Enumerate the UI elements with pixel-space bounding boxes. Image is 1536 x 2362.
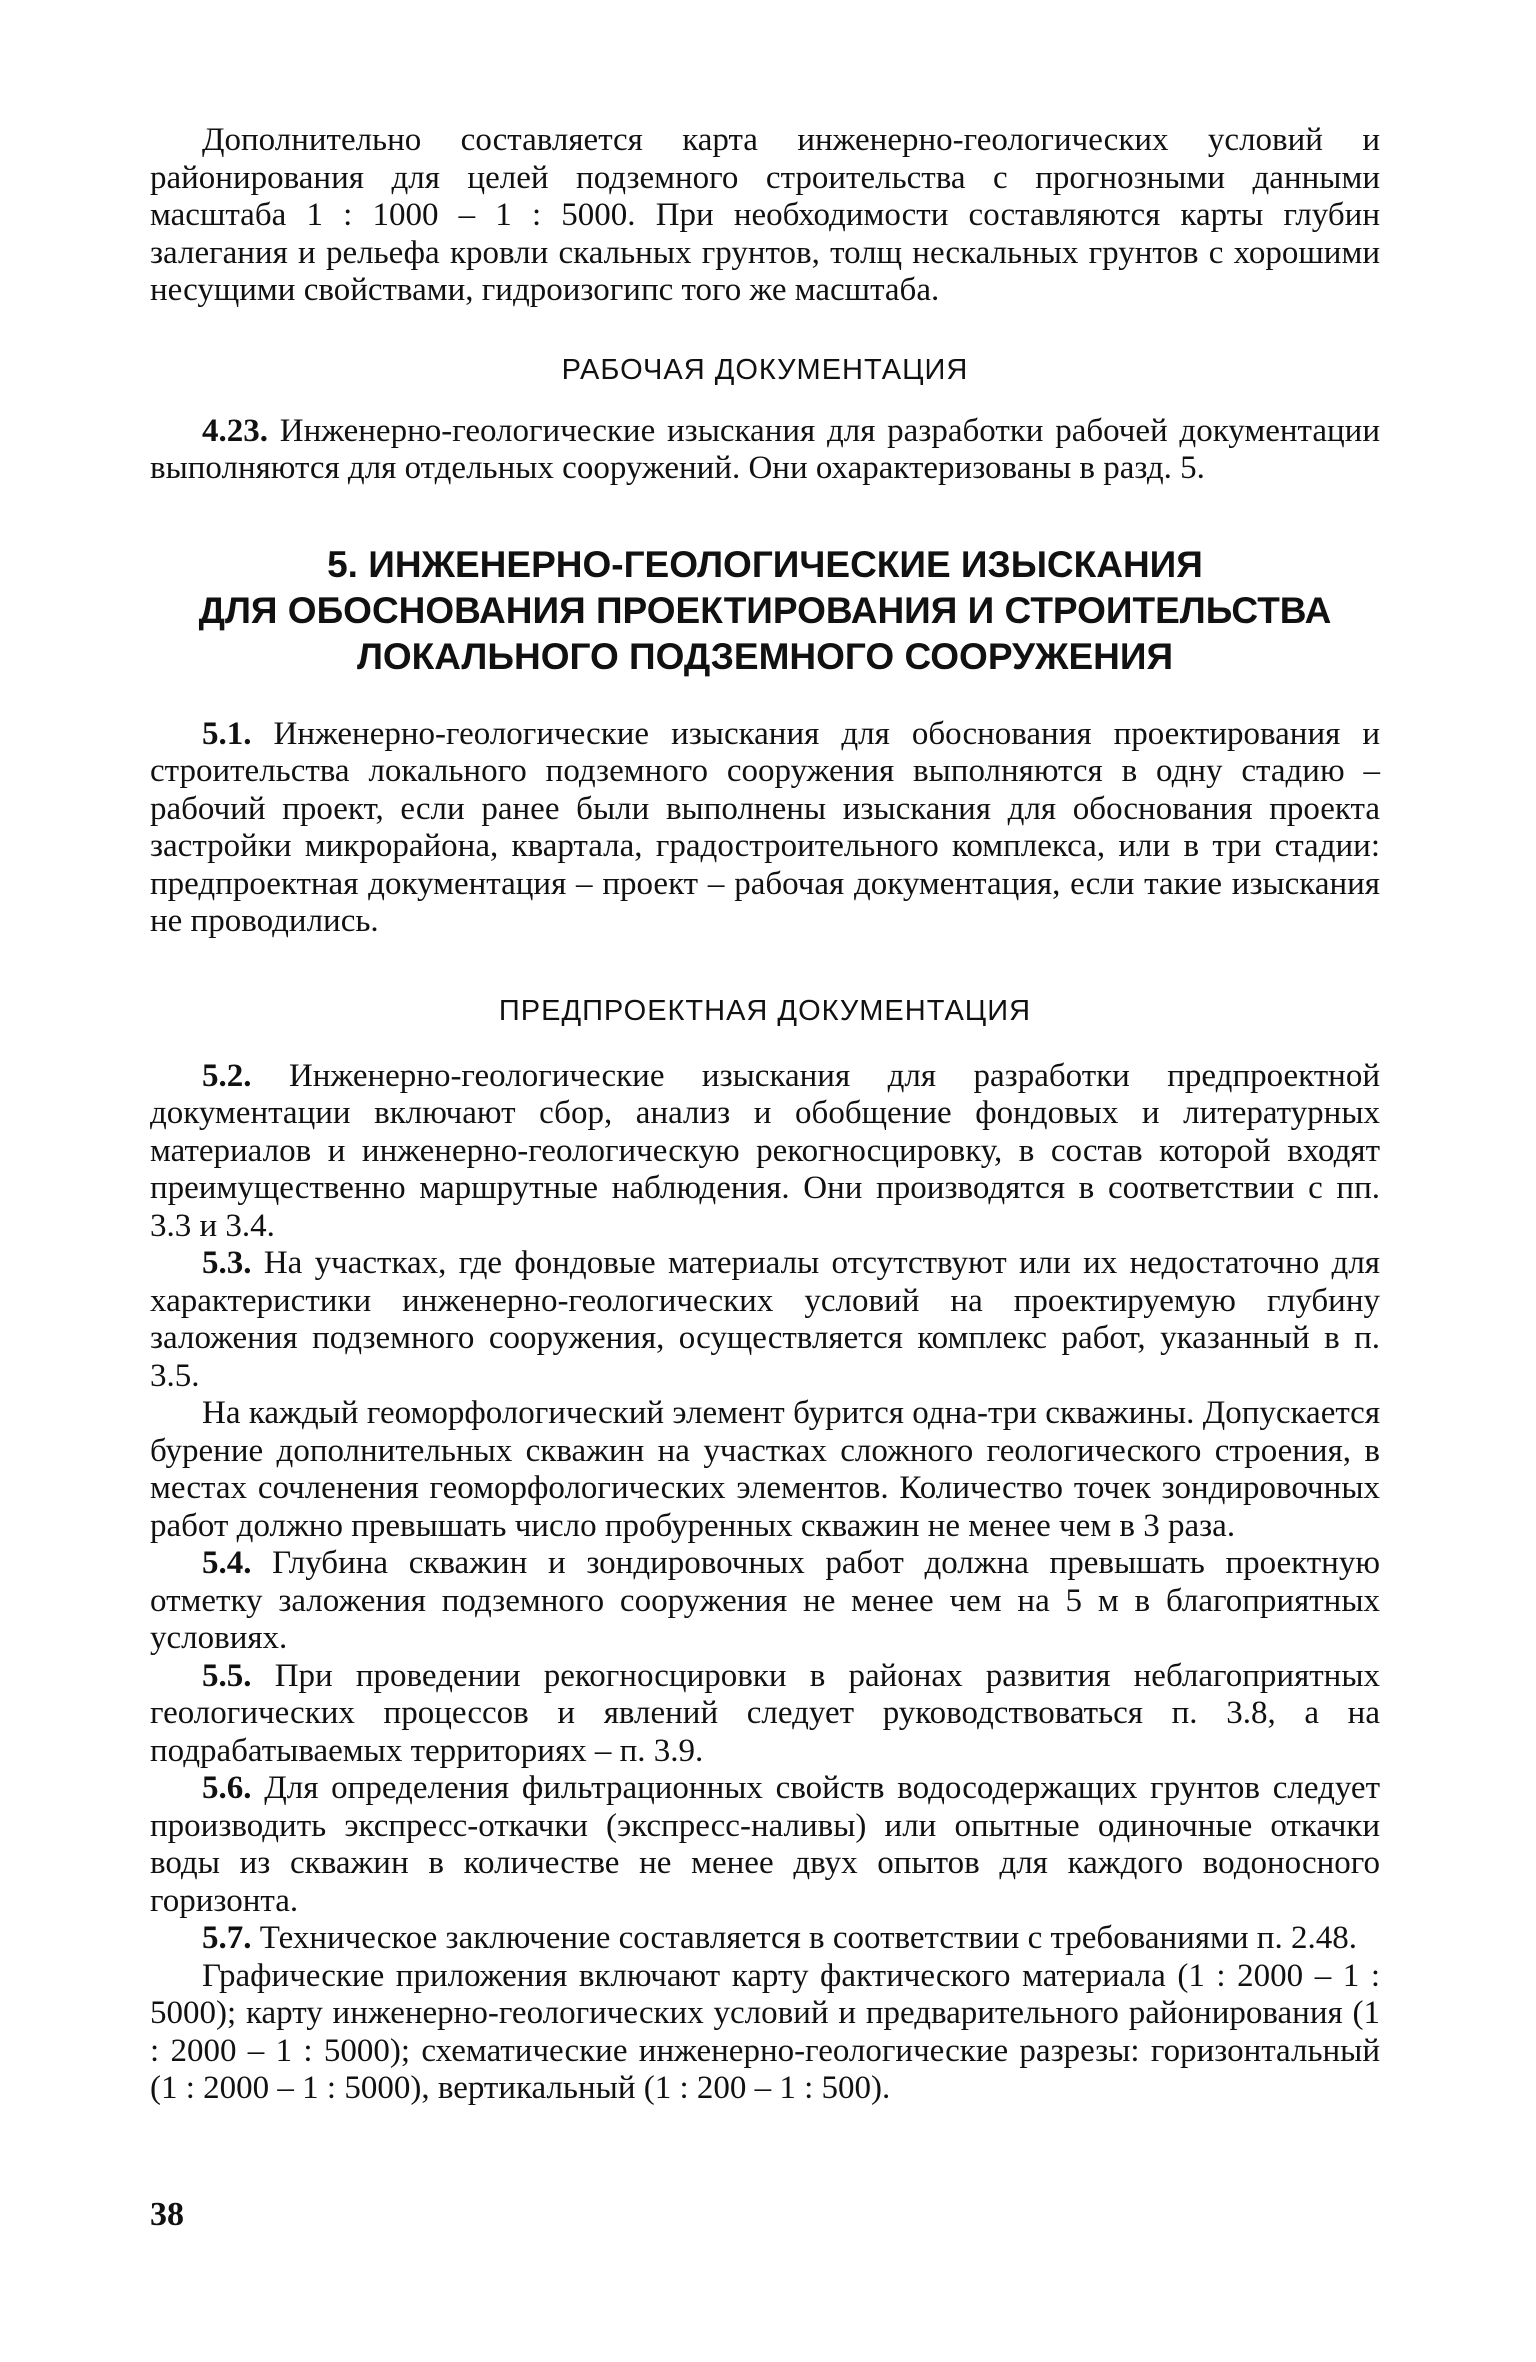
paragraph-5-3-continued: На каждый геоморфологический элемент бурится одна-три скважины. Допускается бурение дополнительных скважин на участках сложного геологического строения, в местах сочленения геоморфологических элементов. Количество точек зондировочных работ должно превышать число пробуренных скважин не менее чем в 3 раза. — [150, 1395, 1380, 1544]
heading-preproject-documentation: ПРЕДПРОЕКТНАЯ ДОКУМЕНТАЦИЯ — [498, 994, 1032, 1027]
paragraph-text: При проведении рекогносцировки в районах развития неблагоприятных геологических процессов и явлений следует руководствоваться п. 3.8, а на подрабатываемых территориях – п. 3.9. — [150, 1657, 1380, 1769]
paragraph-5-7-continued: Графические приложения включают карту фактического материала (1 : 2000 – 1 : 5000); карту инженерно-геологических условий и предварительного районирования (1 : 2000 – 1 : 5000); схематические инженерно-геологические разрезы: горизонтальный (1 : 2000 – 1 : 5000), вертикальный (1 : 200 – 1 : 500). — [150, 1957, 1380, 2106]
paragraph-text: Инженерно-геологические изыскания для разработки рабочей документации выполняются для отдельных сооружений. Они охарактеризованы в разд. 5. — [150, 412, 1380, 486]
paragraph-number: 5.7. — [202, 1920, 252, 1956]
paragraph-text: Для определения фильтрационных свойств водосодержащих грунтов следует производить экспресс-откачки (экспресс-наливы) или опытные одиночные откачки воды из скважин в количестве не менее двух опытов для каждого водоносного горизонта. — [150, 1770, 1380, 1919]
chapter-5-title — [150, 542, 1380, 680]
paragraph-number: 5.3. — [202, 1245, 252, 1281]
paragraph-5-4 — [150, 1545, 1380, 1658]
paragraph-5-3 — [150, 1245, 1380, 1395]
paragraph-number: 5.5. — [202, 1657, 252, 1694]
document-page — [150, 118, 1380, 2108]
paragraph-5-7 — [150, 1920, 1380, 1958]
paragraph-5-6 — [150, 1770, 1380, 1920]
paragraph-number: 5.6. — [202, 1770, 252, 1806]
paragraph-text: Инженерно-геологические изыскания для обоснования проектирования и строительства локального подземного сооружения выполняются в одну стадию – рабочий проект, если ранее были выполнены изыскания для обоснования проекта застройки микрорайона, квартала, градостроительного комплекса, или в три стадии: предпроектная документация – проект – рабочая документация, если такие изыскания не проводились. — [150, 715, 1380, 939]
chapter-title-line-2: ДЛЯ ОБОСНОВАНИЯ ПРОЕКТИРОВАНИЯ И СТРОИТЕЛЬСТВА — [198, 589, 1332, 631]
paragraph-number: 5.2. — [202, 1057, 252, 1094]
paragraph-text: Техническое заключение составляется в соответствии с требованиями п. 2.48. — [251, 1920, 1357, 1956]
paragraph-5-2 — [150, 1058, 1380, 1246]
paragraph-4-23 — [150, 413, 1380, 488]
paragraph-number: 4.23. — [202, 412, 268, 449]
paragraph-text: На участках, где фондовые материалы отсутствуют или их недостаточно для характеристики инженерно-геологических условий на проектируемую глубину заложения подземного сооружения, осуществляется комплекс работ, указанный в п. 3.5. — [150, 1245, 1380, 1394]
heading-working-documentation: РАБОЧАЯ ДОКУМЕНТАЦИЯ — [561, 353, 969, 386]
chapter-title-line-3: ЛОКАЛЬНОГО ПОДЗЕМНОГО СООРУЖЕНИЯ — [356, 635, 1174, 677]
page-number: 38 — [150, 2196, 184, 2233]
paragraph-5-5 — [150, 1658, 1380, 1771]
paragraph-number: 5.1. — [202, 715, 252, 752]
chapter-title-line-1: 5. ИНЖЕНЕРНО-ГЕОЛОГИЧЕСКИЕ ИЗЫСКАНИЯ — [327, 543, 1203, 585]
intro-paragraph: Дополнительно составляется карта инженерно-геологических условий и районирования для целей подземного строительства с прогнозными данными масштаба 1 : 1000 – 1 : 5000. При необходимости составляются карты глубин залегания и рельефа кровли скальных грунтов, толщ нескальных грунтов с хорошими несущими свойствами, гидроизогипс того же масштаба. — [150, 122, 1380, 308]
paragraph-number: 5.4. — [202, 1545, 252, 1581]
paragraph-5-1 — [150, 716, 1380, 941]
paragraph-text: Инженерно-геологические изыскания для разработки предпроектной документации включают сбор, анализ и обобщение фондовых и литературных материалов и инженерно-геологическую рекогносцировку, в состав которой входят преимущественно маршрутные наблюдения. Они производятся в соответствии с пп. 3.3 и 3.4. — [150, 1057, 1380, 1244]
paragraph-text: Глубина скважин и зондировочных работ должна превышать проектную отметку заложения подземного сооружения не менее чем на 5 м в благоприятных условиях. — [150, 1545, 1380, 1656]
